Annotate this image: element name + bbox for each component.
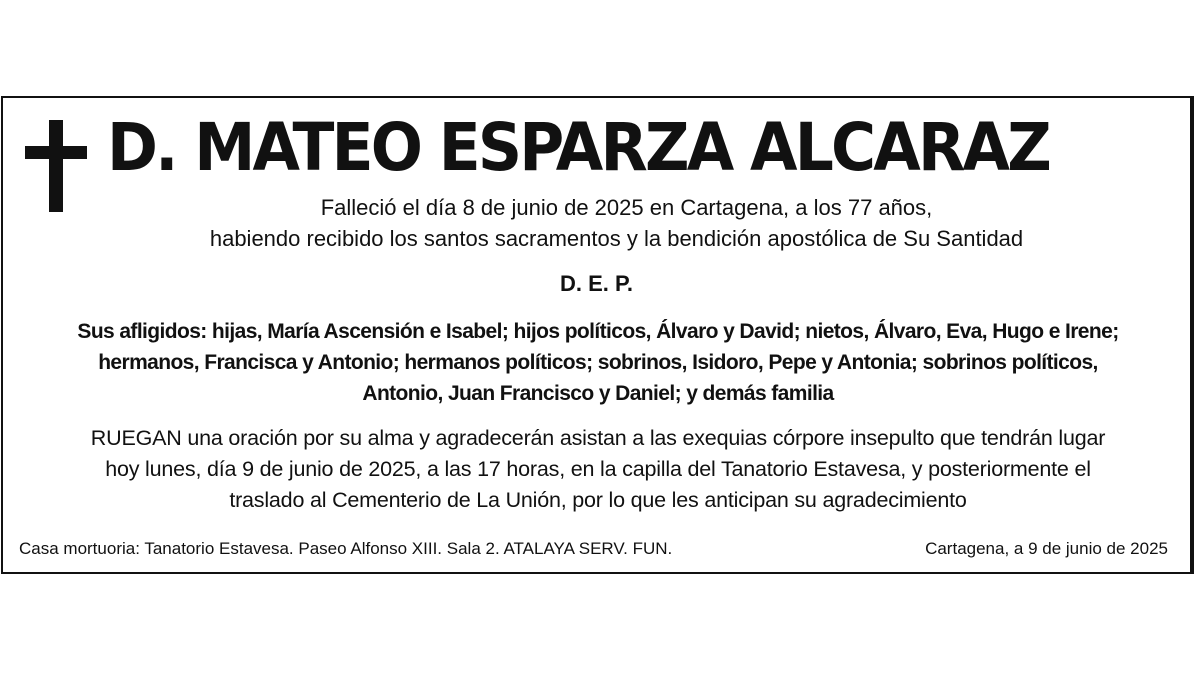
family-members <box>13 316 1183 409</box>
family-line: Sus afligidos: hijas, María Ascensión e Isabel; hijos políticos, Álvaro y David; nietos, Álvaro, Eva, Hugo e Irene; <box>77 320 1119 343</box>
death-announcement <box>3 192 1190 254</box>
announcement-line: Falleció el día 8 de junio de 2025 en Cartagena, a los 77 años, <box>320 195 933 220</box>
announcement-line: habiendo recibido los santos sacramentos y la bendición apostólica de Su Santidad <box>209 226 1024 251</box>
funeral-home-info: Casa mortuoria: Tanatorio Estavesa. Paseo Alfonso XIII. Sala 2. ATALAYA SERV. FUN. <box>19 539 673 558</box>
funeral-request <box>13 423 1183 516</box>
deceased-name: D. MATEO ESPARZA ALCARAZ <box>107 109 1049 186</box>
request-line: traslado al Cementerio de La Unión, por lo que les anticipan su agradecimiento <box>229 488 967 512</box>
rest-in-peace-label: D. E. P. <box>560 271 633 296</box>
request-line: hoy lunes, día 9 de junio de 2025, a las 17 horas, en la capilla del Tanatorio Estavesa, y posteriormente el <box>105 457 1091 481</box>
request-line: RUEGAN una oración por su alma y agradecerán asistan a las exequias córpore insepulto que tendrán lugar <box>90 426 1106 450</box>
obituary-notice <box>1 96 1194 574</box>
family-line: Antonio, Juan Francisco y Daniel; y demás familia <box>362 382 834 405</box>
family-line: hermanos, Francisca y Antonio; hermanos políticos; sobrinos, Isidoro, Pepe y Antonia; sobrinos políticos, <box>98 351 1098 374</box>
place-and-date: Cartagena, a 9 de junio de 2025 <box>925 539 1168 558</box>
